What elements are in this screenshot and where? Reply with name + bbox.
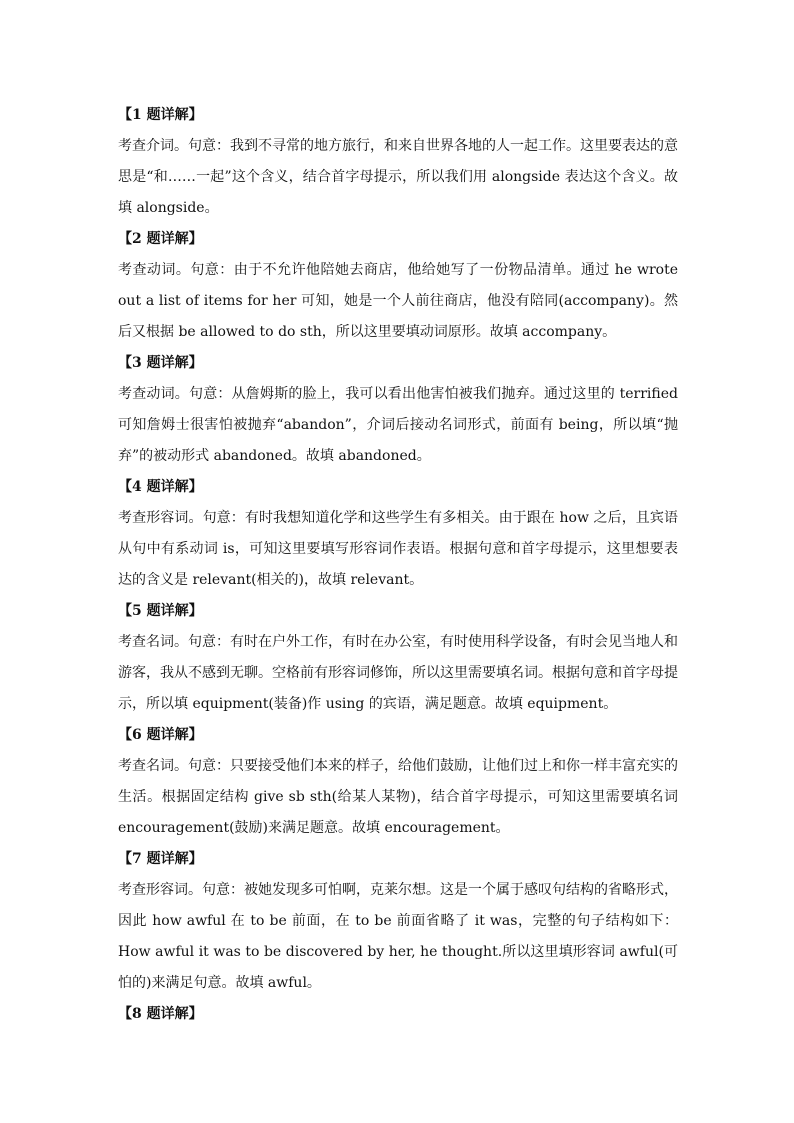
item-heading: 【2 题详解】 — [118, 231, 203, 247]
explanation-item-5 — [118, 596, 678, 720]
item-explanation: 考查名词。句意：有时在户外工作，有时在办公室，有时使用科学设备，有时会见当地人和游客，我从不感到无聊。空格前有形容词修饰，所以这里需要填名词。根据句意和首字母提示，所以填 equipment(装备)作 using 的宾语，满足题意。故填 equipment。 — [118, 634, 678, 712]
item-explanation: 考查形容词。句意：被她发现多可怕啊，克莱尔想。这是一个属于感叹句结构的省略形式，因此 how awful 在 to be 前面，在 to be 前面省略了 it was，完整的句子结构如下：How awful it was to be discovered by her, he thought.所以这里填形容词 awful(可怕的)来满足句意。故填 awful。 — [118, 882, 678, 991]
explanation-item-6 — [118, 720, 678, 844]
item-heading: 【4 题详解】 — [118, 479, 203, 495]
item-explanation: 考查形容词。句意：有时我想知道化学和这些学生有多相关。由于跟在 how 之后，且宾语从句中有系动词 is，可知这里要填写形容词作表语。根据句意和首字母提示，这里想要表达的含义是 relevant(相关的)，故填 relevant。 — [118, 510, 678, 588]
item-heading: 【7 题详解】 — [118, 851, 203, 867]
item-heading: 【5 题详解】 — [118, 603, 203, 619]
explanation-item-3 — [118, 348, 678, 472]
item-explanation: 考查介词。句意：我到不寻常的地方旅行，和来自世界各地的人一起工作。这里要表达的意思是“和……一起”这个含义，结合首字母提示，所以我们用 alongside 表达这个含义。故填 alongside。 — [118, 138, 678, 216]
explanation-item-1 — [118, 100, 678, 224]
explanation-item-2 — [118, 224, 678, 348]
item-explanation: 考查动词。句意：由于不允许他陪她去商店，他给她写了一份物品清单。通过 he wrote out a list of items for her 可知，她是一个人前往商店，他没有陪同(accompany)。然后又根据 be allowed to do sth，所以这里要填动词原形。故填 accompany。 — [118, 262, 678, 340]
item-heading: 【1 题详解】 — [118, 107, 203, 123]
explanation-item-8 — [118, 999, 678, 1030]
answer-explanations — [118, 100, 678, 1030]
item-heading: 【6 题详解】 — [118, 727, 203, 743]
item-explanation: 考查名词。句意：只要接受他们本来的样子，给他们鼓励，让他们过上和你一样丰富充实的生活。根据固定结构 give sb sth(给某人某物)，结合首字母提示，可知这里需要填名词 encouragement(鼓励)来满足题意。故填 encouragement。 — [118, 758, 678, 836]
item-heading: 【8 题详解】 — [118, 1006, 203, 1022]
item-heading: 【3 题详解】 — [118, 355, 203, 371]
explanation-item-7 — [118, 844, 678, 999]
item-explanation: 考查动词。句意：从詹姆斯的脸上，我可以看出他害怕被我们抛弃。通过这里的 terrified 可知詹姆士很害怕被抛弃“abandon”，介词后接动名词形式，前面有 being，所以填“抛弃”的被动形式 abandoned。故填 abandoned。 — [118, 386, 678, 464]
explanation-item-4 — [118, 472, 678, 596]
